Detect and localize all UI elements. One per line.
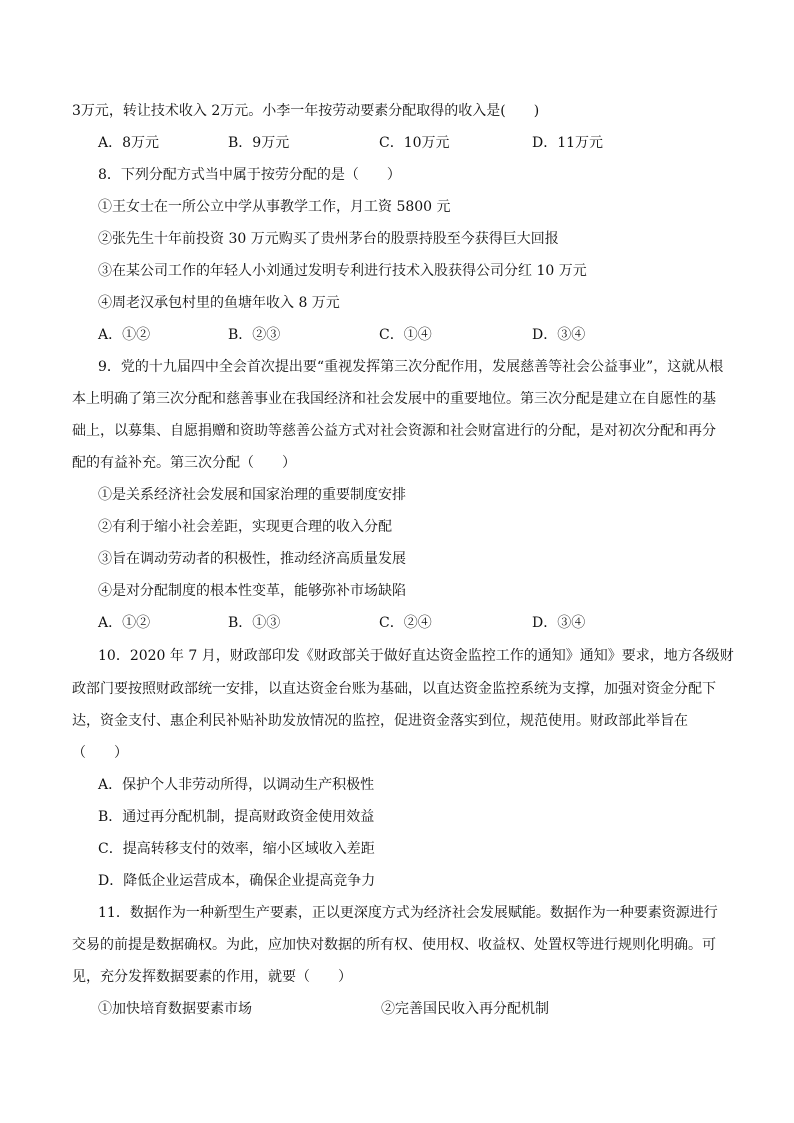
q9-item-3: ③旨在调动劳动者的积极性，推动经济高质量发展 xyxy=(98,551,406,567)
q10-option-c: C．提高转移支付的效率，缩小区域收入差距 xyxy=(98,841,375,857)
q8-option-b: B．②③ xyxy=(228,327,281,343)
q9-stem-line-4: 配的有益补充。第三次分配（ ） xyxy=(72,455,296,471)
q11-stem-line-2: 交易的前提是数据确权。为此，应加快对数据的所有权、使用权、收益权、处置权等进行规则化明确。可 xyxy=(72,937,716,953)
q9-option-d: D．③④ xyxy=(532,615,586,631)
q10-stem-line-1: 10．2020 年 7 月，财政部印发《财政部关于做好直达资金监控工作的通知》通知》要求，地方各级财 xyxy=(98,648,734,664)
q9-stem-line-3: 础上，以募集、自愿捐赠和资助等慈善公益方式对社会资源和社会财富进行的分配，是对初次分配和再分 xyxy=(72,423,716,439)
q9-option-b: B．①③ xyxy=(228,615,281,631)
q8-option-d: D．③④ xyxy=(532,327,586,343)
q7-option-b: B．9万元 xyxy=(228,135,290,151)
q8-item-3: ③在某公司工作的年轻人小刘通过发明专利进行技术入股获得公司分红 10 万元 xyxy=(98,263,587,279)
q10-stem-line-3: 达，资金支付、惠企利民补贴补助发放情况的监控，促进资金落实到位，规范使用。财政部此举旨在 xyxy=(72,713,688,729)
q8-option-c: C．①④ xyxy=(379,327,432,343)
q7-option-a: A．8万元 xyxy=(98,135,160,151)
q10-option-a: A．保护个人非劳动所得，以调动生产积极性 xyxy=(98,777,375,793)
q8-stem: 8．下列分配方式当中属于按劳分配的是（ ） xyxy=(98,167,401,183)
q9-item-4: ④是对分配制度的根本性变革，能够弥补市场缺陷 xyxy=(98,583,406,599)
q7-option-d: D．11万元 xyxy=(532,135,604,151)
q11-item-2: ②完善国民收入再分配机制 xyxy=(381,1001,549,1017)
q7-option-c: C．10万元 xyxy=(379,135,450,151)
q8-item-2: ②张先生十年前投资 30 万元购买了贵州茅台的股票持股至今获得巨大回报 xyxy=(98,231,559,247)
q10-option-b: B．通过再分配机制，提高财政资金使用效益 xyxy=(98,809,375,825)
q10-option-d: D．降低企业运营成本，确保企业提高竞争力 xyxy=(98,873,376,889)
q9-option-c: C．②④ xyxy=(379,615,432,631)
q7-stem-tail: 3万元，转让技术收入 2万元。小李一年按劳动要素分配取得的收入是( ) xyxy=(72,103,540,119)
q8-item-1: ①王女士在一所公立中学从事教学工作，月工资 5800 元 xyxy=(98,199,451,215)
q9-stem-line-1: 9．党的十九届四中全会首次提出要“重视发挥第三次分配作用，发展慈善等社会公益事业”，这就从根 xyxy=(98,359,724,375)
q11-item-1: ①加快培育数据要素市场 xyxy=(98,1001,252,1017)
q10-stem-line-2: 政部门要按照财政部统一安排，以直达资金台账为基础，以直达资金监控系统为支撑，加强对资金分配下 xyxy=(72,681,716,697)
q11-stem-line-1: 11．数据作为一种新型生产要素，正以更深度方式为经济社会发展赋能。数据作为一种要素资源进行 xyxy=(98,905,718,921)
q8-option-a: A．①② xyxy=(98,327,151,343)
q10-stem-line-4: （ ） xyxy=(72,745,128,761)
q9-item-2: ②有利于缩小社会差距，实现更合理的收入分配 xyxy=(98,519,392,535)
q11-stem-line-3: 见，充分发挥数据要素的作用，就要（ ） xyxy=(72,969,352,985)
q9-item-1: ①是关系经济社会发展和国家治理的重要制度安排 xyxy=(98,487,406,503)
q9-stem-line-2: 本上明确了第三次分配和慈善事业在我国经济和社会发展中的重要地位。第三次分配是建立在自愿性的基 xyxy=(72,391,716,407)
q8-item-4: ④周老汉承包村里的鱼塘年收入 8 万元 xyxy=(98,295,340,311)
q9-option-a: A．①② xyxy=(98,615,151,631)
